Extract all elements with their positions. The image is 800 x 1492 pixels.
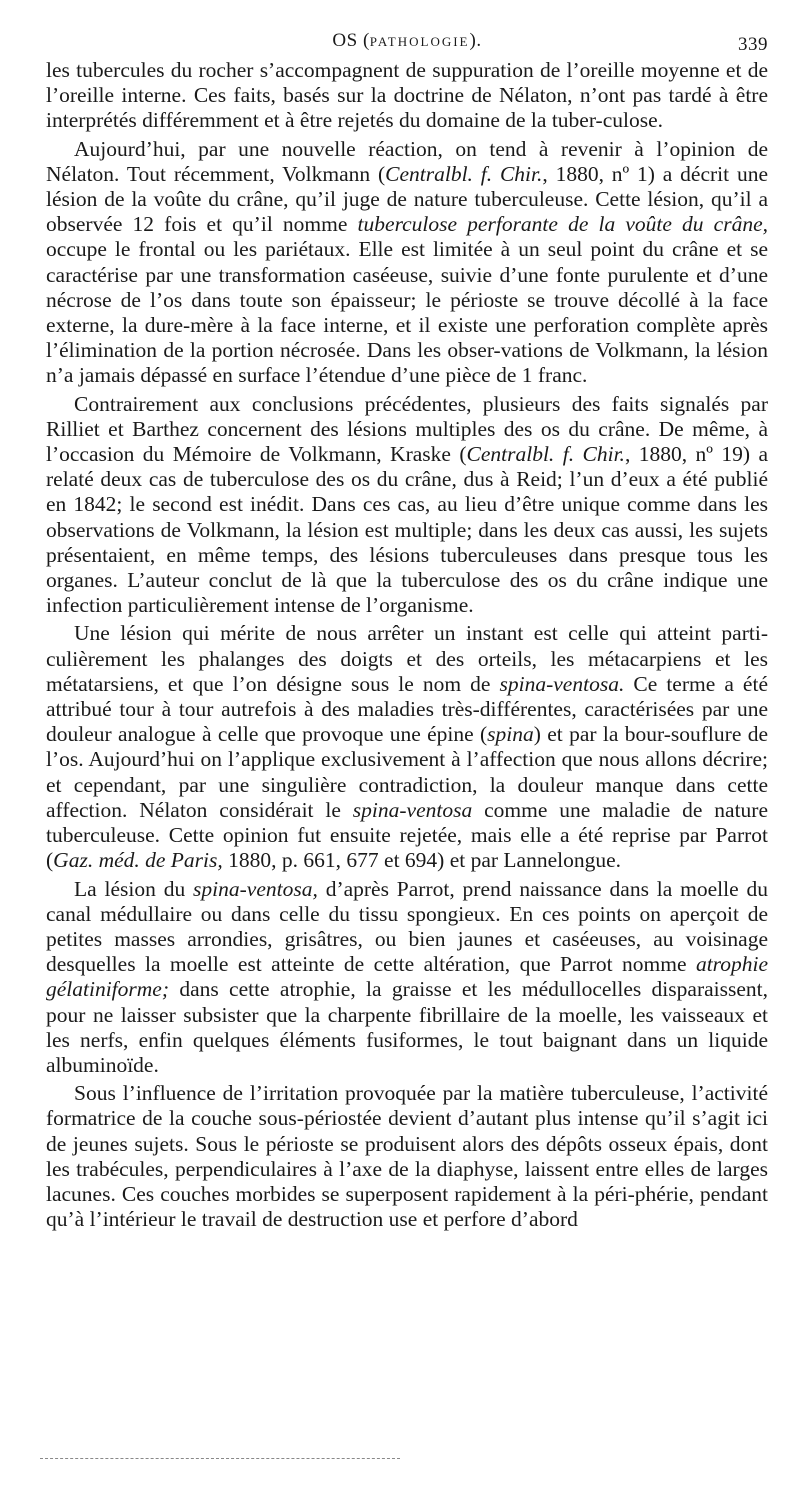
running-title-main: OS	[332, 30, 358, 51]
italic-text: Centralbl. f. Chir.	[466, 442, 625, 467]
text-run: Ce terme a été attribué tour à tour autrefois à des maladies très-différentes, caractérisées par une douleur analogue à celle que provoque une épine (	[46, 671, 768, 747]
running-title-paren-close: ).	[469, 30, 482, 51]
running-title-paren-open: (	[362, 30, 370, 51]
italic-text: Centralbl. f. Chir.	[385, 161, 543, 186]
text-run: les tubercules du rocher s’accompagnent de suppuration de l’oreille moyenne et de l’oreille interne. Ces faits, basés sur la doctrine de Nélaton, n’ont pas tardé à être interprétés différemment et à être rejetés du domaine de la tuber-culose.	[46, 58, 768, 133]
text-run: La lésion du	[74, 876, 194, 901]
italic-text: spina	[487, 722, 534, 747]
italic-text: spina-ventosa	[352, 797, 473, 822]
text-run: Aujourd’hui, par une nouvelle réaction, on tend à revenir à l’opinion de Nélaton. Tout récemment, Volkmann (	[46, 136, 768, 186]
paragraph-p2	[46, 137, 768, 389]
text-run: 1880, p. 661, 677 et 694) et par Lannelongue.	[222, 848, 622, 873]
footer-rule	[40, 1458, 400, 1459]
page-number: 339	[738, 34, 768, 55]
paragraph-p6	[46, 1081, 768, 1232]
running-head	[46, 28, 768, 58]
running-title	[46, 30, 768, 52]
running-title-subject: PATHOLOGIE	[369, 34, 470, 49]
italic-text: spina-ventosa.	[499, 671, 625, 696]
text-run: dans cette atrophie, la graisse et les médullocelles disparaissent, pour ne laisser subsister que la charpente fibrillaire de la moelle, les vaisseaux et les nerfs, enfin quelques éléments fusiformes, le tout baignant dans un liquide albuminoïde.	[46, 977, 768, 1077]
text-run: Sous l’influence de l’irritation provoquée par la matière tuberculeuse, l’activité formatrice de la couche sous-périostée devient d’autant plus intense qu’il s’agit ici de jeunes sujets. Sous le périoste se produisent alors des dépôts osseux épais, dont les trabécules, perpendiculaires à l’axe de la diaphyse, laissent entre elles de larges lacunes. Ces couches morbides se superposent rapidement à la péri-phérie, pendant qu’à l’intérieur le travail de destruction use et perfore d’abord	[46, 1081, 768, 1232]
text-run: d’après Parrot, prend naissance dans la moelle du canal médullaire ou dans celle du tissu spongieux. En ces points on aperçoit de petites masses arrondies, grisâtres, ou bien jaunes et caséeuses, au voisinage desquelles la moelle est atteinte de cette altération, que Parrot nomme	[46, 876, 768, 977]
italic-text: tuberculose perforante de la voûte du crâne,	[357, 212, 768, 237]
paragraph-p4	[46, 621, 768, 873]
paragraph-p3	[46, 392, 768, 619]
body-text	[46, 58, 768, 1232]
book-page	[46, 28, 768, 1232]
text-run: , 1880, nº 19) a relaté deux cas de tuberculose des os du crâne, dus à Reid; l’un d’eux a été publié en 1842; le second est inédit. Dans ces cas, au lieu d’être unique comme dans les observations de Volkmann, la lésion est multiple; dans les deux cas aussi, les sujets présentaient, en même temps, des lésions tuberculeuses dans presque tous les organes. L’auteur conclut de là que la tuberculose des os du crâne indique une infection particulièrement intense de l’organisme.	[46, 442, 768, 618]
text-run: ) et par la bour-souflure de l’os. Aujourd’hui on l’applique exclusivement à l’affection que nous allons décrire; et cependant, par une singulière contradiction, la douleur manque dans cette affection. Nélaton considérait le	[46, 722, 768, 822]
italic-text: spina-ventosa,	[193, 876, 318, 901]
text-run: occupe le frontal ou les pariétaux. Elle est limitée à un seul point du crâne et se caractérise par une transformation caséeuse, suivie d’une fonte purulente et d’une nécrose de l’os dans toute son épaisseur; le périoste se trouve décollé à la face externe, la dure-mère à la face interne, et il existe une perforation complète après l’élimination de la portion nécrosée. Dans les obser-vations de Volkmann, la lésion n’a jamais dépassé en surface l’étendue d’une pièce de 1 franc.	[46, 237, 768, 388]
paragraph-p5	[46, 877, 768, 1079]
italic-text: atrophie gélatiniforme;	[46, 952, 768, 1002]
text-run: Une lésion qui mérite de nous arrêter un instant est celle qui atteint parti-culièrement les phalanges des doigts et des orteils, les métacarpiens et les métatarsiens, et que l’on désigne sous le nom de	[46, 621, 768, 696]
paragraph-p1	[46, 58, 768, 134]
text-run: , 1880, nº 1) a décrit une lésion de la voûte du crâne, qu’il juge de nature tuberculeuse. Cette lésion, qu’il a observée 12 fois et qu’il nomme	[46, 161, 769, 237]
text-run: Contrairement aux conclusions précédentes, plusieurs des faits signalés par Rilliet et Barthez concernent des lésions multiples des os du crâne. De même, à l’occasion du Mémoire de Volkmann, Kraske (	[46, 391, 768, 467]
text-run: comme une maladie de nature tuberculeuse. Cette opinion fut ensuite rejetée, mais elle a été reprise par Parrot (	[46, 797, 769, 873]
italic-text: Gaz. méd. de Paris,	[53, 848, 223, 873]
